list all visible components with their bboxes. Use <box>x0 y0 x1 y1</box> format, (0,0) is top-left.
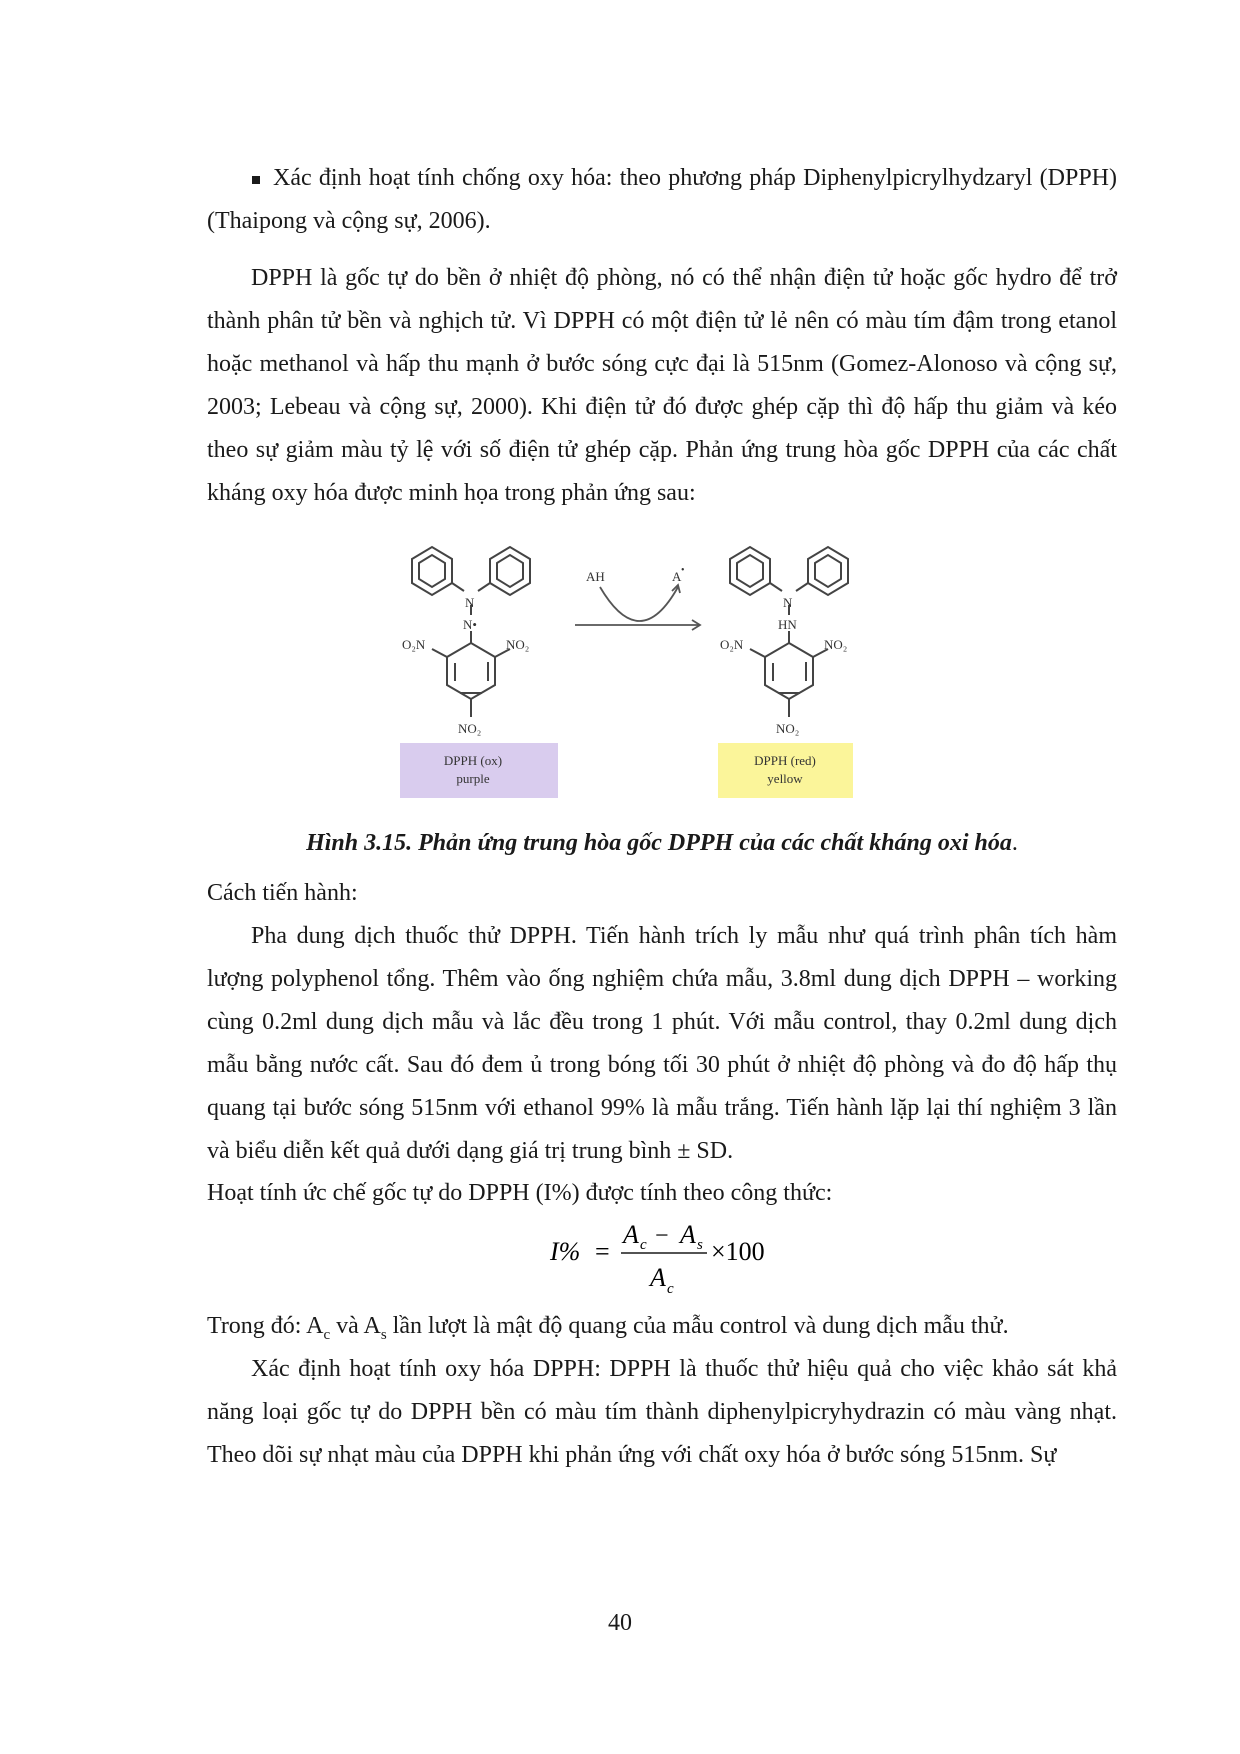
dpph-red-color: yellow <box>767 771 803 786</box>
formula-times-100: ×100 <box>711 1237 765 1266</box>
where-sub-s: s <box>380 1326 387 1343</box>
nitro-right-label-1: NO₂ <box>506 637 530 652</box>
formula-num-b: A <box>680 1220 696 1249</box>
where-mid: và A <box>330 1313 381 1339</box>
figure-caption <box>207 830 1117 857</box>
dpph-reaction-figure <box>400 525 940 815</box>
dpph-red-molecule <box>730 547 848 717</box>
figure-caption-text: Hình 3.15. Phản ứng trung hòa gốc DPPH của các chất kháng oxi hóa <box>306 830 1012 856</box>
paragraph-method-intro: Xác định hoạt tính chống oxy hóa: theo phương pháp Diphenylpicrylhydzaryl (DPPH) (Thaipong và cộng sự, 2006). <box>207 165 1117 234</box>
page-number: 40 <box>608 1610 632 1636</box>
dpph-red-label: DPPH (red) <box>754 753 816 768</box>
paragraph-procedure: Pha dung dịch thuốc thử DPPH. Tiến hành trích ly mẫu như quá trình phân tích hàm lượng polyphenol tổng. Thêm vào ống nghiệm chứa mẫu, 3.8ml dung dịch DPPH – working cùng 0.2ml dung dịch mẫu và lắc đều trong 1 phút. Với mẫu control, thay 0.2ml dung dịch mẫu bằng nước cất. Sau đó đem ủ trong bóng tối 30 phút ở nhiệt độ phòng và đo độ hấp thụ quang tại bước sóng 515nm với ethanol 99% là mẫu trắng. Tiến hành lặp lại thí nghiệm 3 lần và biểu diễn kết quả dưới dạng giá trị trung bình ± SD. <box>207 923 1117 1164</box>
nitro-right-label-2: NO₂ <box>824 637 848 652</box>
formula-num-a: A <box>623 1220 639 1249</box>
nitro-left-label-2: O₂N <box>720 637 744 652</box>
paragraph-dpph-description: DPPH là gốc tự do bền ở nhiệt độ phòng, nó có thể nhận điện tử hoặc gốc hydro để trở thành phân tử bền và nghịch tử. Vì DPPH có một điện tử lẻ nên có màu tím đậm trong etanol hoặc methanol và hấp thu mạnh ở bước sóng cực đại là 515nm (Gomez-Alonoso và cộng sự, 2003; Lebeau và cộng sự, 2000). Khi điện tử đó được ghép cặp thì độ hấp thu giảm và kéo theo sự giảm màu tỷ lệ với số điện tử ghép cặp. Phản ứng trung hòa gốc DPPH của các chất kháng oxy hóa được minh họa trong phản ứng sau: <box>207 265 1117 506</box>
reagent-ah-label: AH <box>586 569 605 584</box>
formula-lhs: I% <box>550 1237 581 1266</box>
amine-n-label-left: N <box>465 595 475 610</box>
formula-num-a-sub: c <box>640 1237 647 1253</box>
paragraph-dpph-activity: Xác định hoạt tính oxy hóa DPPH: DPPH là thuốc thử hiệu quả cho việc khảo sát khả năng loại gốc tự do DPPH bền có màu tím thành diphenylpicryhydrazin có màu vàng nhạt. Theo dõi sự nhạt màu của DPPH khi phản ứng với chất oxy hóa ở bước sóng 515nm. Sự <box>207 1356 1117 1468</box>
dpph-ox-label: DPPH (ox) <box>443 753 503 768</box>
where-sub-c: c <box>323 1326 331 1343</box>
hn-label: HN <box>778 617 797 632</box>
inhibition-formula <box>545 1215 805 1300</box>
where-prefix: Trong đó: A <box>207 1313 324 1339</box>
formula-minus: − <box>655 1223 669 1249</box>
reaction-arrow <box>575 585 700 630</box>
dpph-ox-color: purple <box>456 771 490 786</box>
radical-dot: • <box>681 565 685 576</box>
formula-den-sub: c <box>667 1281 674 1297</box>
formula-equals: = <box>595 1237 610 1266</box>
paragraph-formula-intro: Hoạt tính ức chế gốc tự do DPPH (I%) được tính theo công thức: <box>207 1180 833 1206</box>
formula-num-b-sub: s <box>697 1237 703 1253</box>
formula-den: A <box>650 1263 666 1292</box>
radical-n-label: N• <box>463 617 477 632</box>
figure-caption-period: . <box>1011 830 1018 856</box>
nitro-bottom-label-2: NO₂ <box>776 721 800 736</box>
amine-n-label-right: N <box>783 595 793 610</box>
procedure-heading: Cách tiến hành: <box>207 880 358 906</box>
where-suffix: lần lượt là mật độ quang của mẫu control và dung dịch mẫu thử. <box>386 1313 1009 1339</box>
nitro-left-label-1: O₂N <box>402 637 426 652</box>
dpph-ox-molecule <box>412 547 530 717</box>
nitro-bottom-label-1: NO₂ <box>458 721 482 736</box>
reagent-a-label: A <box>672 569 682 584</box>
